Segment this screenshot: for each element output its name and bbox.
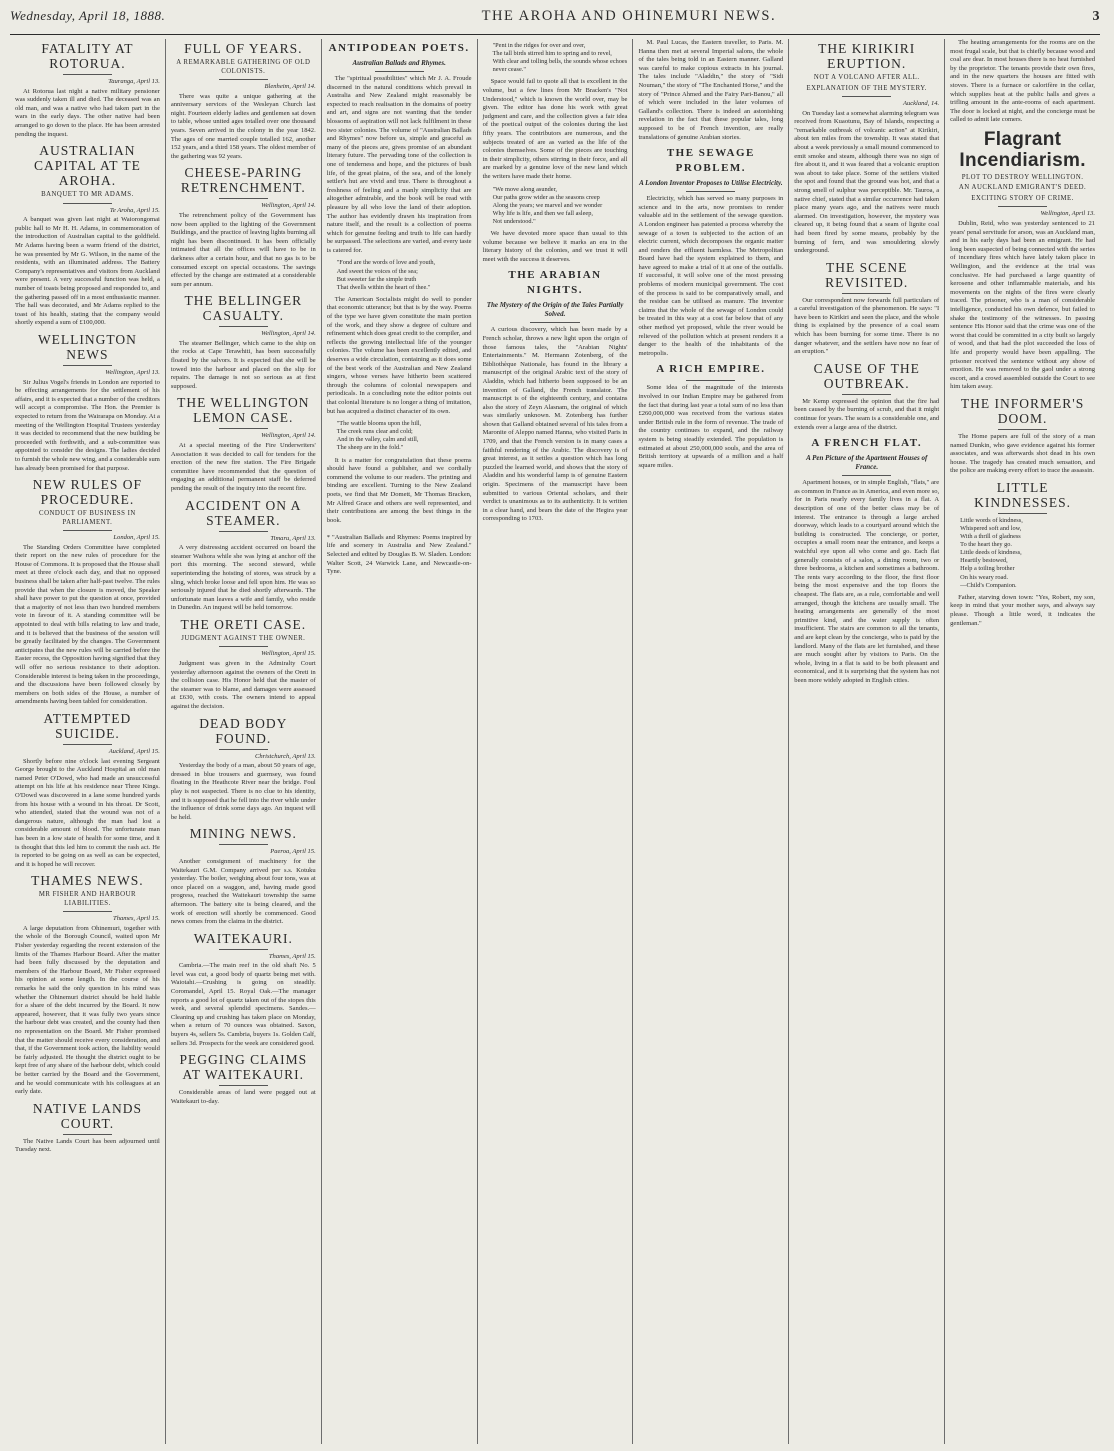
article-dateline: Tauranga, April 13. [108,78,160,85]
article-body: Mr Kemp expressed the opinion that the fire had been caused by the burning of scrub, and that it might continue for years. The seam is a considerable one, and extends over a large area of the district. [794,397,940,431]
article-body: Considerable areas of land were pegged out at Waitekauri to-day. [170,1089,316,1105]
article-body: The Home papers are full of the story of a man named Dunkin, who gave evidence against his former associates, and was afterwards shot dead in his own house. The tragedy has created much sensation, and the police are making every effort to trace the assassin. [950,432,1096,475]
article [15,711,160,869]
article [327,457,472,577]
article-subheading: EXCITING STORY OF CRIME. [971,194,1074,202]
divider [63,530,112,531]
article-headline: WELLINGTON NEWS [37,331,137,362]
article [171,498,316,613]
article [327,296,472,416]
divider [998,206,1047,207]
article [638,146,783,358]
article-headline: Flagrant Incendiarism. [959,128,1086,171]
article-body: Cambria.—The main reef in the old shaft No. 5 level was cut, a good body of quartz being met with. Waiotahi.—Crushing is going on steadily. Coromandel, April 15. Royal Oak.—The manager reports a good lot of quartz taken out of the stopes this week, and several splendid specimens. Sandes.—Cleaning up and crushing has taken place on Monday, when a return of 70 ounces was obtained. Saxon, buyers 4s, sellers 5s. Cambria, buyers 1s. Golden Calf, sellers 3d. Prospects for the week are considered good. [170,962,316,1047]
article-headline: THAMES NEWS. [31,873,144,889]
article-dateline: Thames, April 15. [268,952,316,960]
article [15,1101,160,1155]
column-1 [10,39,166,1444]
article-body: The steamer Bellinger, which came to the ship on the rocks at Cape Terawhiti, has been successfully floated by the salvors. It is expected that she will be towed into the harbour and placed on the slip for repairs. The damage is not so serious as at first supposed. [170,339,316,390]
divider [219,198,268,199]
divider [686,191,735,192]
column-4 [478,39,634,1444]
article-dateline: Christchurch, April 13. [254,752,316,760]
article-dateline: Timaru, April 13. [270,534,316,542]
divider [686,380,735,381]
article-dateline: Thames, April 15. [113,915,160,923]
article-poem: "The wattle blooms upon the hill, The creek runs clear and cold; And in the valley, calm and still, The sheep are in the fold." [336,420,422,452]
article-subheading: Australian Ballads and Rhymes. [352,59,446,67]
article-body: A large deputation from Ohinemuri, together with the whole of the Borough Council, waited upon Mr Fisher yesterday regarding the recent extension of the limits of the Thames Harbour Board. After the matter had been fully discussed by the deputation and members of the Harbour Board, Mr Fisher expressed his opinion at some length. In the course of his remarks he said the only question in his mind was whether the Ohinemuri district should be held liable for a share of the debt incurred by the Board. It now appeared, however, that it was fully two years since the harbour debt was created, and the county had then no representation on the Board. Mr Fisher promised that the matter should receive every consideration, and that, if the Government took action, the liability would be fairly adjusted. He thought the district ought to be kept free of any share of the harbour debt, which could be better carried by the Board and the Government, and he would communicate with his colleagues at an early date. [15,924,160,1096]
article [15,477,160,707]
article-body: Father, starving down town: "Yes, Robert, my son, keep in mind that your mother says, and always say please. Though a little word, it indicates the gentleman." [950,593,1096,627]
article-body: The American Socialists might do well to ponder that economic utterance; but that is by the way. Poems of the type we have given constitute the main portion of the work, and they show a degree of culture and refinement which does great credit to the compiler, and reflects the growing intellectual life of the younger colonies. The volume has been excellently edited, and deserves a wide circulation, containing as it does some of the best work of the Australian and New Zealand singers, whose verses have hitherto been scattered through the columns of colonial newspapers and periodicals. In a concluding note the editor points out that colonial literature is no longer a thing of imitation, but has acquired a distinct character of its own. [326,295,472,415]
article [171,41,316,161]
article [794,260,939,357]
article-dateline: Wellington, April 13. [1040,210,1096,218]
article [950,396,1095,476]
divider [219,749,268,750]
article [794,41,939,256]
article-subheading: EXPLANATION OF THE MYSTERY. [806,84,927,92]
article-headline: WAITEKAURI. [193,930,293,946]
article-poem: Little words of kindness, Whispered soft and low, With a thrill of gladness To the heart they go. Little deeds of kindness, Heartily bestowed, Help a toiling brother On his weary road. —Child's Companion. [960,516,1023,589]
divider [842,475,891,476]
article [483,42,628,74]
divider [375,71,424,72]
divider [63,74,112,75]
article-headline: ANTIPODEAN POETS. [328,42,470,54]
article [15,143,160,328]
article-headline: FATALITY AT ROTORUA. [41,41,134,71]
divider [63,744,112,745]
page-number: 3 [1092,9,1100,24]
masthead-title: THE AROHA AND OHINEMURI NEWS. [481,8,777,24]
article-headline: PEGGING CLAIMS AT WAITEKAURI. [179,1052,308,1083]
divider [63,911,112,912]
article-dateline: London, April 15. [113,534,160,542]
column-6 [789,39,945,1444]
divider [998,513,1047,514]
article-headline: NEW RULES OF PROCEDURE. [32,477,143,508]
article-dateline: Wellington, April 15. [261,650,316,658]
article-body: The Standing Orders Committee have completed their report on the new rules of procedure for the House of Commons. It is proposed that the House shall meet at three o'clock each day, and that no opposed business shall be taken after half-past twelve. The rules provide that when the closure is moved, the Speaker shall have power to put the question at once, provided that a majority of not less than two hundred members vote in favour of it. A standing committee will be appointed to deal with bills relating to law and trade, and it is believed that the business of the session will be greatly facilitated by the changes. The Government anticipates that the new rules will be carried before the Easter recess, the Opposition having signified that they will offer no serious resistance to their adoption. Considerable interest is being taken in the proceedings, and the discussions have been followed closely by members on both sides of the House, a number of amendments having been tabled for consideration. [15,543,160,706]
article [950,480,1095,590]
article-headline: ATTEMPTED SUICIDE. [43,710,132,741]
article [950,39,1095,125]
article [171,826,316,926]
article [327,420,472,452]
article-subheading: PLOT TO DESTROY WELLINGTON. [961,173,1084,181]
article-body: A curious discovery, which has been made by a French scholar, throws a new light upon the origin of those famous tales, the "Arabian Nights' Entertainments." M. Hermann Zotenberg, of the Bibliothèque Nationale, has found in the library a manuscript of the original Arabic text of the story of Aladdin, which had hitherto been supposed to be an invention of Galland, the French translator. The manuscript is of the eighteenth century, and contains also the story of Zeyn Alasnam, the original of which was similarly unknown. M. Zotenberg has further shown that Galland obtained several of his tales from a Maronite of Aleppo named Hanna, who visited Paris in 1709, and that the French version is in many cases a faithful rendering of the Arabic. The discovery is of great interest, as it settles a question which has long puzzled the learned world, and shows that the story of Aladdin and his wonderful lamp is of genuine Eastern origin. Specimens of the manuscript have been submitted to various Oriental scholars, and their verdict is unanimous as to its authenticity. It is written in a clear hand, and bears the date of the Hegira year corresponding to 1703. [482,326,628,523]
article-body: Yesterday the body of a man, about 50 years of age, dressed in blue trousers and guernsey, was found floating in the Heathcote River near the bridge. Foul play is not suspected. There is no clue to his identity, and it is supposed that he fell into the river while under the influence of drink some days ago. An inquest will be held. [170,762,316,821]
article-body: Judgment was given in the Admiralty Court yesterday afternoon against the owners of the Oreti in the collision case. His Honor held that the master of the steamer was to blame, and damages were assessed at £630, with costs. The owners intend to appeal against the decision. [170,660,316,710]
article-body: Sir Julius Vogel's friends in London are reported to be effecting arrangements for the settlement of his affairs, and it is expected that a number of the creditors will accept a compromise. The Hon. the Premier is expected to return from the Wairarapa on Monday. At a meeting of the Wellington Hospital Trustees yesterday it was decided to recommend that the new building be proceeded with forthwith, and a sub-committee was appointed to consider the designs. The ladies decided to furnish the whole new wing, and a considerable sum has already been promised for that purpose. [15,378,160,472]
article-subheading: A REMARKABLE GATHERING OF OLD COLONISTS. [176,59,311,75]
masthead-date: Wednesday, April 18, 1888. [10,8,166,23]
article-body: It is a matter for congratulation that these poems should have found a publisher, and we cordially commend the volume to our readers. The printing and binding are excellent. Turning to the New Zealand poets, we find that Mr Domett, Mr Thomas Bracken, Mr Alfred Grace and others are well represented, and their contributions are among the best things in the book. * "Australian Ballads and Rhymes: Poems inspired by life and scenery in Australia and New Zealand." Selected and edited by Douglas B. W. Sladen. London: Walter Scott, 24 Warwick Lane, and Newcastle-on-Tyne. [326,456,472,576]
article [950,594,1095,628]
article-subheading: JUDGMENT AGAINST THE OWNER. [181,634,306,642]
article-headline: THE ARABIAN NIGHTS. [508,269,602,297]
divider [63,203,112,204]
article-body: The "spiritual possibilities" which Mr J. A. Froude discerned in the natural conditions which prevail in Australia and New Zealand might reasonably be expected to reach realisation in the domains of poetry and art, and signs are not wanting that the tender blossoms of aspiration will not lack fulfilment in these two sister colonies. The volume of "Australian Ballads and Rhymes" now before us, simple and graceful as many of the pieces are, gives promise of an abundant literary future. The pervading tone of the collection is one of tenderness and hope, and the pictures of bush life, of the great plains, of the sea, and of the lonely settler's hut are vivid and true. There is throughout a freshness of feeling and a manly simplicity that are altogether admirable, and the book will be read with pleasure by all who love the land of their adoption. The author has evidently drawn his inspiration from nature itself, and the result is a collection of poems which for genuine feeling and truth to life can hardly be surpassed. The selections are varied, and every taste is catered for. [326,75,472,254]
divider [219,326,268,327]
article-subheading: A Pen Picture of the Apartment Houses of France. [806,454,928,472]
article-headline: AUSTRALIAN CAPITAL AT TE AROHA. [33,143,141,189]
divider [219,949,268,950]
article-subheading: BANQUET TO MR ADAMS. [41,191,134,199]
article-headline: THE SCENE REVISITED. [825,259,909,290]
article-subheading: The Mystery of the Origin of the Tales Partially Solved. [486,301,624,319]
article-subheading: A London Inventor Proposes to Utilise Electricity. [639,179,783,188]
article [950,129,1095,392]
article [171,395,316,493]
article-body: At a special meeting of the Fire Underwriters' Association it was decided to call for tenders for the erection of the new fire station. The Fire Brigade committee have recommended that the question of engaging an additional permanent staff be deferred pending the result of the inquiry into the recent fire. [170,442,316,492]
article-dateline: Wellington, April 14. [261,202,316,210]
article-body: The retrenchment policy of the Government has now been applied to the lighting of the Government Buildings, and the practice of leaving lights burning all night has been discontinued. It has been officially intimated that all the offices will have to be in darkness after a certain hour, and that no gas is to be consumed except on special occasions. The savings effected by the change are estimated at a considerable sum per annum. [170,211,316,288]
article-poem: "Fond are the words of love and youth, And sweet the voices of the sea; But sweeter far the simple truth That dwells within the heart of thee." [336,259,436,291]
article-headline: THE SEWAGE PROBLEM. [666,147,755,175]
article-dateline: Te Aroha, April 15. [109,206,160,214]
article [483,268,628,524]
article-dateline: Auckland, 14. [902,100,940,107]
divider [219,531,268,532]
article [15,332,160,473]
article [483,230,628,264]
article-body: On Tuesday last a somewhat alarming telegram was received from Kuaotunu, Bay of Islands, respecting a "remarkable outbreak of volcanic action" at Kirikiri, about ten miles from the township. It was stated that about a week previously a small mound commenced to emit smoke and steam, although there was no sign of fire about it, and it was feared that a volcanic eruption was about to take place. Some of the settlers visited the spot and found that the ground was hot, and that a strong smell of sulphur was perceptible. Mr. Tauroa, a native chief, stated that a similar occurrence had taken place many years ago, and the natives were much alarmed. On investigation, however, the mystery was cleared up, it being found that a seam of lignite coal had been fired by some means, probably by the burning of fern, and was smouldering slowly underground. [794,109,940,255]
divider [842,394,891,395]
article-dateline: Auckland, April 15. [108,747,160,755]
divider [219,646,268,647]
article-headline: DEAD BODY FOUND. [199,715,288,746]
article-headline: FULL OF YEARS. [184,41,303,56]
article [171,617,316,712]
article [327,41,472,255]
article-body: We have devoted more space than usual to this volume because we believe it marks an era in the literary history of the colonies, and we trust it will meet with the success it deserves. [482,229,628,263]
article-body: Shortly before nine o'clock last evening Sergeant George brought to the Auckland Hospital an old man named Peter O'Dowd, who had made an unsuccessful attempt on his life at his residence near Three Kings. O'Dowd was discovered in a lane some hundred yards from his house with a wound in his throat. Dr Scott, who attended, stated that the wound was not of a dangerous nature, although the man had lost a considerable amount of blood. The unfortunate man has been in a low state of health for some time, and it is thought that this led him to commit the rash act. He is reported to be going on as well as can be expected, and it is hoped he will recover. [15,757,160,868]
article [794,436,939,685]
article [638,362,783,470]
divider [998,429,1047,430]
column-2 [166,39,322,1444]
article-headline: NATIVE LANDS COURT. [32,1100,142,1131]
article-body: M. Paul Lucas, the Eastern traveller, to Paris. M. Hanna then met at several Imperial salons, the whole of the tales being told in an Eastern manner. Galland was careful to make copious extracts in his journal. The tales include "Aladdin," the story of "Sidi Nouman," the story of "The Enchanted Horse," and the story of "Prince Ahmed and the Fairy Pari-Banou," all of which were included in the later volumes of Galland's collection. There is indeed an astonishing revelation in the fact that these popular tales, long supposed to be of French invention, are really translations of genuine Arabian stories. [638,39,784,141]
masthead [10,8,1100,35]
article-body: Apartment houses, or in simple English, "flats," are as common in France as in America, and even more so, for in Paris nearly every family lives in a flat. A description of one of the better class may be of interest. The entrance is through a large arched doorway, which leads to a courtyard around which the building is constructed. The concierge, or porter, occupies a small room near the entrance, and keeps a watchful eye upon all who come and go. Each flat generally consists of a salon, a dining room, two or three bedrooms, a kitchen and sometimes a bathroom. The rents vary according to the floor, the first floor being the most expensive and the top floors the cheapest. The flats are, as a rule, comfortable and well arranged, though the kitchens are usually small. The heating arrangements are generally of the most primitive kind, and the water supply is often insufficient. The stairs are common to all the tenants, and are kept clean by the concierge, who is paid by the landlord. Many of the flats are let furnished, and these are much sought after by visitors to Paris. On the whole, living in a flat is said to be both pleasant and economical, and it is surprising that the system has not been more widely adopted in English cities. [794,479,940,684]
article [15,41,160,139]
article-body: A banquet was given last night at Waiorongomai public hall to Mr H. H. Adams, in commemoration of the introduction of Australian capital to the goldfield. Mr Adams having been a warm friend of the district, he was presented by Mr G. Wilson, in the name of the residents, with an illuminated address. The Battery Company's representatives and visitors from Auckland were present. A very successful function was held, a number of toasts being proposed and responded to, and the gathering passed off in a most enthusiastic manner. The hall was decorated, and Mr Adams replied to the toast of his health, stating that the company would shortly expend a sum of £100,000. [15,216,160,327]
article [171,293,316,391]
article-body: Our correspondent now forwards full particulars of a careful investigation of the phenomenon. He says: "I have been to Kirikiri and seen the place, and the whole thing is explained by the presence of a coal seam which has been burning for some time. There is no danger whatever, and the settlers have now no fear of an eruption." [794,296,940,356]
article-body: A very distressing accident occurred on board the steamer Waihora while she was lying at anchor off the port this morning. The second steward, while superintending the hoisting of stores, was struck by a sling, which broke loose and fell upon him. He was so seriously injured that he died shortly afterwards. The unfortunate man leaves a wife and family, who reside in Dunedin. An inquest will be held tomorrow. [170,544,316,612]
article-body: Space would fail to quote all that is excellent in the volume, but a few lines from Mr Bracken's "Not Understood," which is known the world over, may be given. The editor has done his work with great judgment and care, and the collection gives a fair idea of the poetical output of the colonies during the last fifty years. The contributors are numerous, and the subjects treated of are as varied as the life of the colonies themselves. Some of the pieces are touching in their simplicity, others stirring in their force, and all are marked by a genuine love of the new land which the writers have made their home. [482,78,628,180]
article [794,361,939,432]
divider [219,844,268,845]
article-subheading: MR FISHER AND HARBOUR LIABILITIES. [38,891,137,907]
article-dateline: Paeroa, April 15. [270,848,316,856]
article-body: Some idea of the magnitude of the interests involved in our Indian Empire may be gathered from the fact that during last year a total sum of no less than £260,000,000 was received from the various states under British rule in the form of revenue. The trade of the country continues to expand, and the railway system is being steadily extended. The population is estimated at about 250,000,000 souls, and the area of British territory at upwards of a million and a half square miles. [638,384,784,469]
article-body: Electricity, which has served so many purposes in science and in the arts, now promises to render valuable aid in the settlement of the sewage question. A London engineer has patented a process whereby the sewage of a town is subjected to the action of an electric current, which decomposes the organic matter and renders the effluent harmless. The Metropolitan Board have had the system explained to them, and have agreed to make a trial of it at one of the outfalls. If successful, it will solve one of the most pressing problems of modern municipal government. The cost of the process is said to be comparatively small, and the residue can be utilised as manure. The inventor claims that the whole of the sewage of London could be treated in this way at a cost far below that of any other method yet proposed, while the river would be relieved of the pollution which at present renders it a danger to the health of the inhabitants of the metropolis. [638,195,784,357]
article [171,165,316,289]
article-headline: THE KIRIKIRI ERUPTION. [818,41,916,71]
article-subheading: NOT A VOLCANO AFTER ALL. [813,74,920,81]
article-headline: THE ORETI CASE. [180,616,307,632]
article [327,259,472,291]
article-poem: "Pent in the ridges for over and over, The tall birds stirred him to spring and to revel, With clear and tolling bells, the sounds whose echoes never cease." [492,42,628,74]
article-subheading: AN AUCKLAND EMIGRANT'S DEED. [958,184,1087,192]
divider [219,79,268,80]
article-headline: A FRENCH FLAT. [811,437,923,450]
article-body: At Rotorua last night a native military pensioner was suddenly taken ill and died. The deceased was an old man, and was a native who had taken part in the wars in the early days. The other native had been arranged to go down to the place. He has been arrested pending the inquest. [15,87,160,138]
article-body: There was quite a unique gathering at the anniversary services of the Wesleyan Church last night. Fourteen elderly ladies and gentlemen sat down to table, whose united ages totalled over one thousand years. Seven arrived in the colony in the year 1842. The ages of one married couple totalled 162, another 152 years, and a third 158 years. The oldest member of the gathering was 92 years. [170,92,316,160]
article-headline: THE WELLINGTON LEMON CASE. [177,395,310,426]
divider [842,96,891,97]
divider [63,1134,112,1135]
article-subheading: CONDUCT OF BUSINESS IN PARLIAMENT. [39,510,136,526]
article-dateline: Blenheim, April 14. [264,83,316,90]
divider [63,365,112,366]
article-dateline: Wellington, April 14. [261,432,316,440]
article-headline: THE BELLINGER CASUALTY. [184,293,303,324]
article-body: The Native Lands Court has been adjourned until Tuesday next. [15,1137,160,1154]
article-headline: MINING NEWS. [189,826,297,842]
article-headline: CAUSE OF THE OUTBREAK. [813,360,920,391]
article-dateline: Wellington, April 14. [261,330,316,338]
article-headline: ACCIDENT ON A STEAMER. [185,497,302,528]
column-5 [633,39,789,1444]
divider [530,322,579,323]
divider [219,428,268,429]
article [171,716,316,823]
divider [842,293,891,294]
article [171,931,316,1049]
article [15,873,160,1096]
article [171,1052,316,1106]
article [483,186,628,226]
article-poem: "We move along asunder, Our paths grow wider as the seasons creep Along the years; we marvel and we wonder Why life is life, and then we fall asleep, Not understood." [492,185,603,225]
article-body: Dublin, Reid, who was yesterday sentenced to 21 years' penal servitude for arson, was an Auckland man, and in his early days had been an emigrant. He had long been suspected of being connected with the series of incendiary fires which have lately taken place in Wellington, and the evidence at the trial was conclusive. He had purchased a large quantity of kerosene and other inflammable materials, and his movements on the nights of the fires were clearly traced. The prisoner, who is a man of considerable intelligence, conducted his own defence, but failed to shake the testimony of the witnesses. In passing sentence His Honor said that the crime was one of the worst that could be committed in a city built so largely of wood, and that had the plot succeeded the loss of life and property would have been appalling. The prisoner received the sentence without any show of emotion. He was removed to the gaol under a strong escort, and a crowd assembled outside the Court to see him taken away. [950,220,1096,391]
article-body: The heating arrangements for the rooms are on the most frugal scale, but that is chiefly because wood and coal are dear. In most houses there is no heat furnished by the proprietor. The tenants provide their own fires, and in the new quarters the houses are fitted with stoves. There is a furnace or calorifère in the cellar, which supplies heat at the public halls and gives a trifling amount in the ante-rooms of each apartment. The door is locked at night, and the concierge must be called to admit late comers. [950,39,1096,124]
column-7 [945,39,1100,1444]
columns [10,39,1100,1444]
article-dateline: Wellington, April 13. [105,368,160,376]
column-3 [322,39,478,1444]
divider [219,1085,268,1086]
article-body: Another consignment of machinery for the Waitekauri G.M. Company arrived per s.s. Kotuku yesterday. The boiler, weighing about four tons, was at once placed on a waggon, and, having made good progress, reached the Waitekauri township the same afternoon. The battery site is being cleared, and the work of erection will shortly be commenced. Good news comes from the claims in the district. [170,857,316,926]
article-headline: CHEESE-PARING RETRENCHMENT. [180,165,306,196]
article-headline: THE INFORMER'S DOOM. [960,395,1085,426]
article-headline: LITTLE KINDNESSES. [974,479,1072,510]
article [638,39,783,142]
article [483,78,628,181]
article-headline: A RICH EMPIRE. [656,363,766,376]
